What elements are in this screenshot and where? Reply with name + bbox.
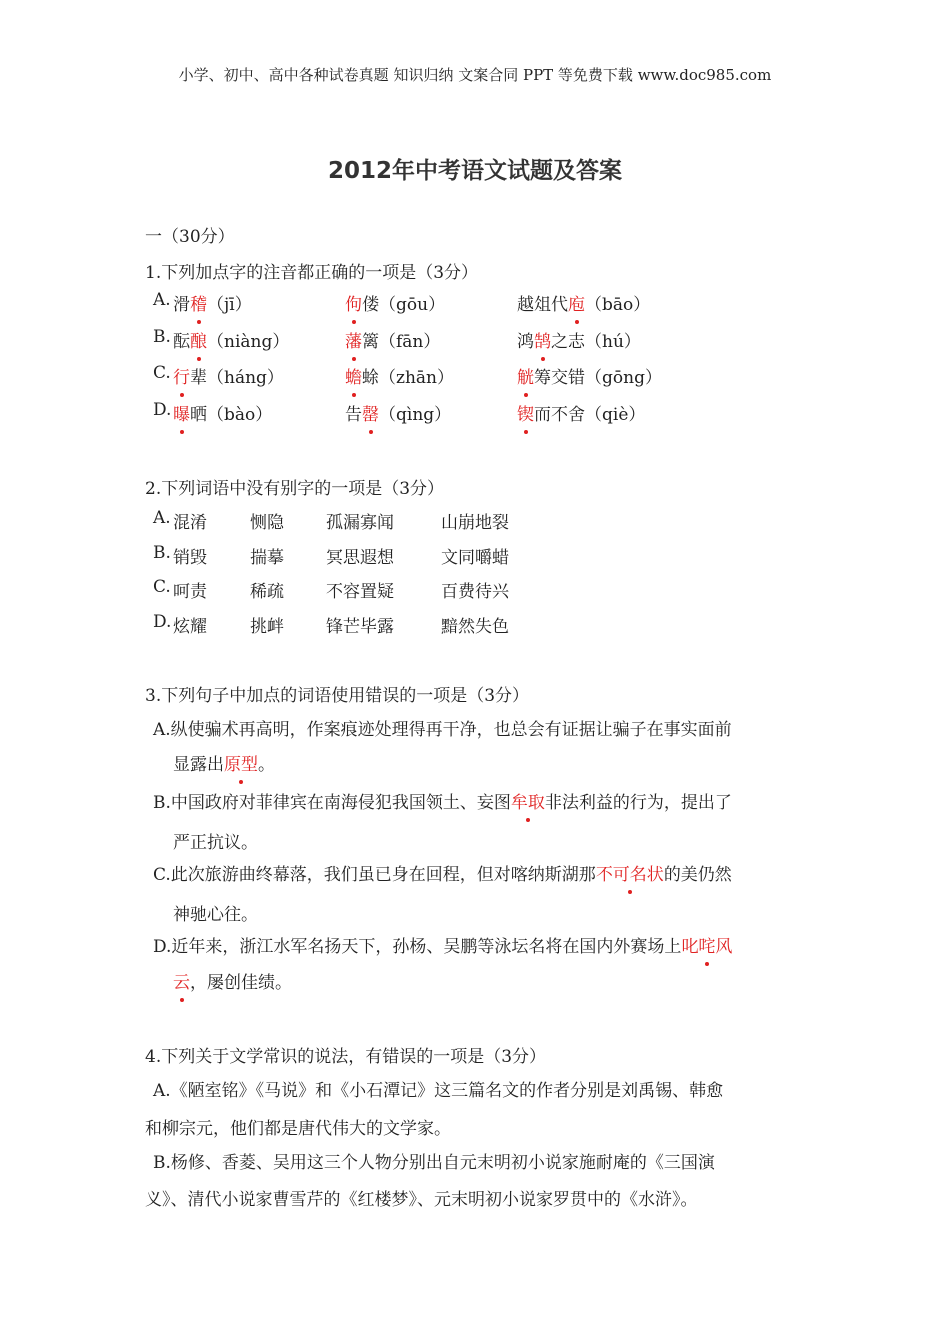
option-a-item-3: 越俎代庖（bāo） — [517, 295, 651, 315]
option-b-line-1: B.中国政府对菲律宾在南海侵犯我国领土、妄图牟取非法利益的行为，提出了 — [153, 793, 732, 813]
option-d-item-3: 锲而不舍（qiè） — [517, 405, 646, 425]
option-b-word-3: 冥思遐想 — [326, 548, 394, 568]
option-a-item-2: 佝偻（gōu） — [345, 295, 446, 315]
option-b-label: B. — [153, 327, 171, 347]
dotted-char: 鹄 — [534, 332, 551, 352]
question-2-stem: 2.下列词语中没有别字的一项是（3分） — [145, 479, 445, 499]
page-header: 小学、初中、高中各种试卷真题 知识归纳 文案合同 PPT 等免费下载 www.doc985.com — [178, 66, 772, 84]
option-c-word-1: 呵责 — [173, 582, 207, 602]
option-b-item-3: 鸿鹄之志（hú） — [517, 332, 641, 352]
option-b-label: B. — [153, 543, 171, 563]
question-3-stem: 3.下列句子中加点的词语使用错误的一项是（3分） — [145, 686, 530, 706]
dotted-char: 蟾 — [345, 368, 362, 388]
question-1-stem: 1.下列加点字的注音都正确的一项是（3分） — [145, 263, 479, 283]
option-c-item-3: 觥筹交错（gōng） — [517, 368, 662, 388]
option-a-word-4: 山崩地裂 — [441, 513, 509, 533]
dotted-char: 觥 — [517, 368, 534, 388]
option-d-word-2: 挑衅 — [250, 617, 284, 637]
dotted-char: 庖 — [568, 295, 585, 315]
option-c-item-1: 行辈（háng） — [173, 368, 284, 388]
option-d-label: D. — [153, 400, 172, 420]
dotted-char: 藩 — [345, 332, 362, 352]
option-c-word-2: 稀疏 — [250, 582, 284, 602]
section-heading: 一（30分） — [145, 227, 235, 247]
option-b-line-2: 义》、清代小说家曹雪芹的《红楼梦》、元末明初小说家罗贯中的《水浒》。 — [145, 1190, 698, 1210]
option-d-word-1: 炫耀 — [173, 617, 207, 637]
option-b-item-2: 藩篱（fān） — [345, 332, 441, 352]
option-c-item-2: 蟾蜍（zhān） — [345, 368, 454, 388]
dotted-word: 牟取 — [510, 793, 545, 813]
option-b-line-2: 严正抗议。 — [173, 833, 258, 853]
option-d-label: D. — [153, 612, 172, 632]
dotted-char: 酿 — [190, 332, 207, 352]
option-d-word-4: 黯然失色 — [441, 617, 509, 637]
option-c-line-1: C.此次旅游曲终幕落，我们虽已身在回程，但对喀纳斯湖那不可名状的美仍然 — [153, 865, 732, 885]
dotted-char: 锲 — [517, 405, 534, 425]
option-a-word-1: 混淆 — [173, 513, 207, 533]
dotted-char: 稽 — [190, 295, 207, 315]
option-a-word-3: 孤漏寡闻 — [326, 513, 394, 533]
option-a-word-2: 恻隐 — [250, 513, 284, 533]
page-title: 2012年中考语文试题及答案 — [327, 158, 622, 184]
dotted-char: 罄 — [362, 405, 379, 425]
option-b-line-1: B.杨修、香菱、吴用这三个人物分别出自元末明初小说家施耐庵的《三国演 — [153, 1153, 715, 1173]
dotted-char: 佝 — [345, 295, 362, 315]
option-a-line-1: A.纵使骗术再高明，作案痕迹处理得再干净，也总会有证据让骗子在事实面前 — [153, 720, 732, 740]
option-a-label: A. — [153, 508, 171, 528]
dotted-word: 云 — [173, 973, 190, 993]
option-c-label: C. — [153, 363, 171, 383]
dotted-word: 原型 — [224, 755, 258, 775]
option-b-word-4: 文同嚼蜡 — [441, 548, 509, 568]
dotted-char: 行 — [173, 368, 190, 388]
dotted-word: 不可名状 — [595, 865, 664, 885]
option-c-label: C. — [153, 577, 171, 597]
option-b-item-1: 酝酿（niàng） — [173, 332, 290, 352]
option-d-item-1: 曝晒（bào） — [173, 405, 273, 425]
option-a-line-1: A.《陋室铭》《马说》和《小石潭记》这三篇名文的作者分别是刘禹锡、韩愈 — [153, 1081, 724, 1101]
option-a-line-2: 显露出原型。 — [173, 755, 275, 775]
dotted-word: 叱咤风 — [681, 937, 733, 957]
option-c-word-4: 百费待兴 — [441, 582, 509, 602]
option-c-word-3: 不容置疑 — [326, 582, 394, 602]
option-b-word-1: 销毁 — [173, 548, 207, 568]
option-a-item-1: 滑稽（jī） — [173, 295, 252, 315]
option-d-item-2: 告罄（qìng） — [345, 405, 452, 425]
question-4-stem: 4.下列关于文学常识的说法，有错误的一项是（3分） — [145, 1047, 547, 1067]
option-d-word-3: 锋芒毕露 — [326, 617, 394, 637]
option-b-word-2: 揣摹 — [250, 548, 284, 568]
option-a-label: A. — [153, 290, 171, 310]
option-c-line-2: 神驰心往。 — [173, 905, 258, 925]
option-d-line-1: D.近年来，浙江水军名扬天下，孙杨、吴鹏等泳坛名将在国内外赛场上叱咤风 — [153, 937, 733, 957]
option-a-line-2: 和柳宗元，他们都是唐代伟大的文学家。 — [145, 1119, 451, 1139]
dotted-char: 曝 — [173, 405, 190, 425]
option-d-line-2: 云，屡创佳绩。 — [173, 973, 292, 993]
